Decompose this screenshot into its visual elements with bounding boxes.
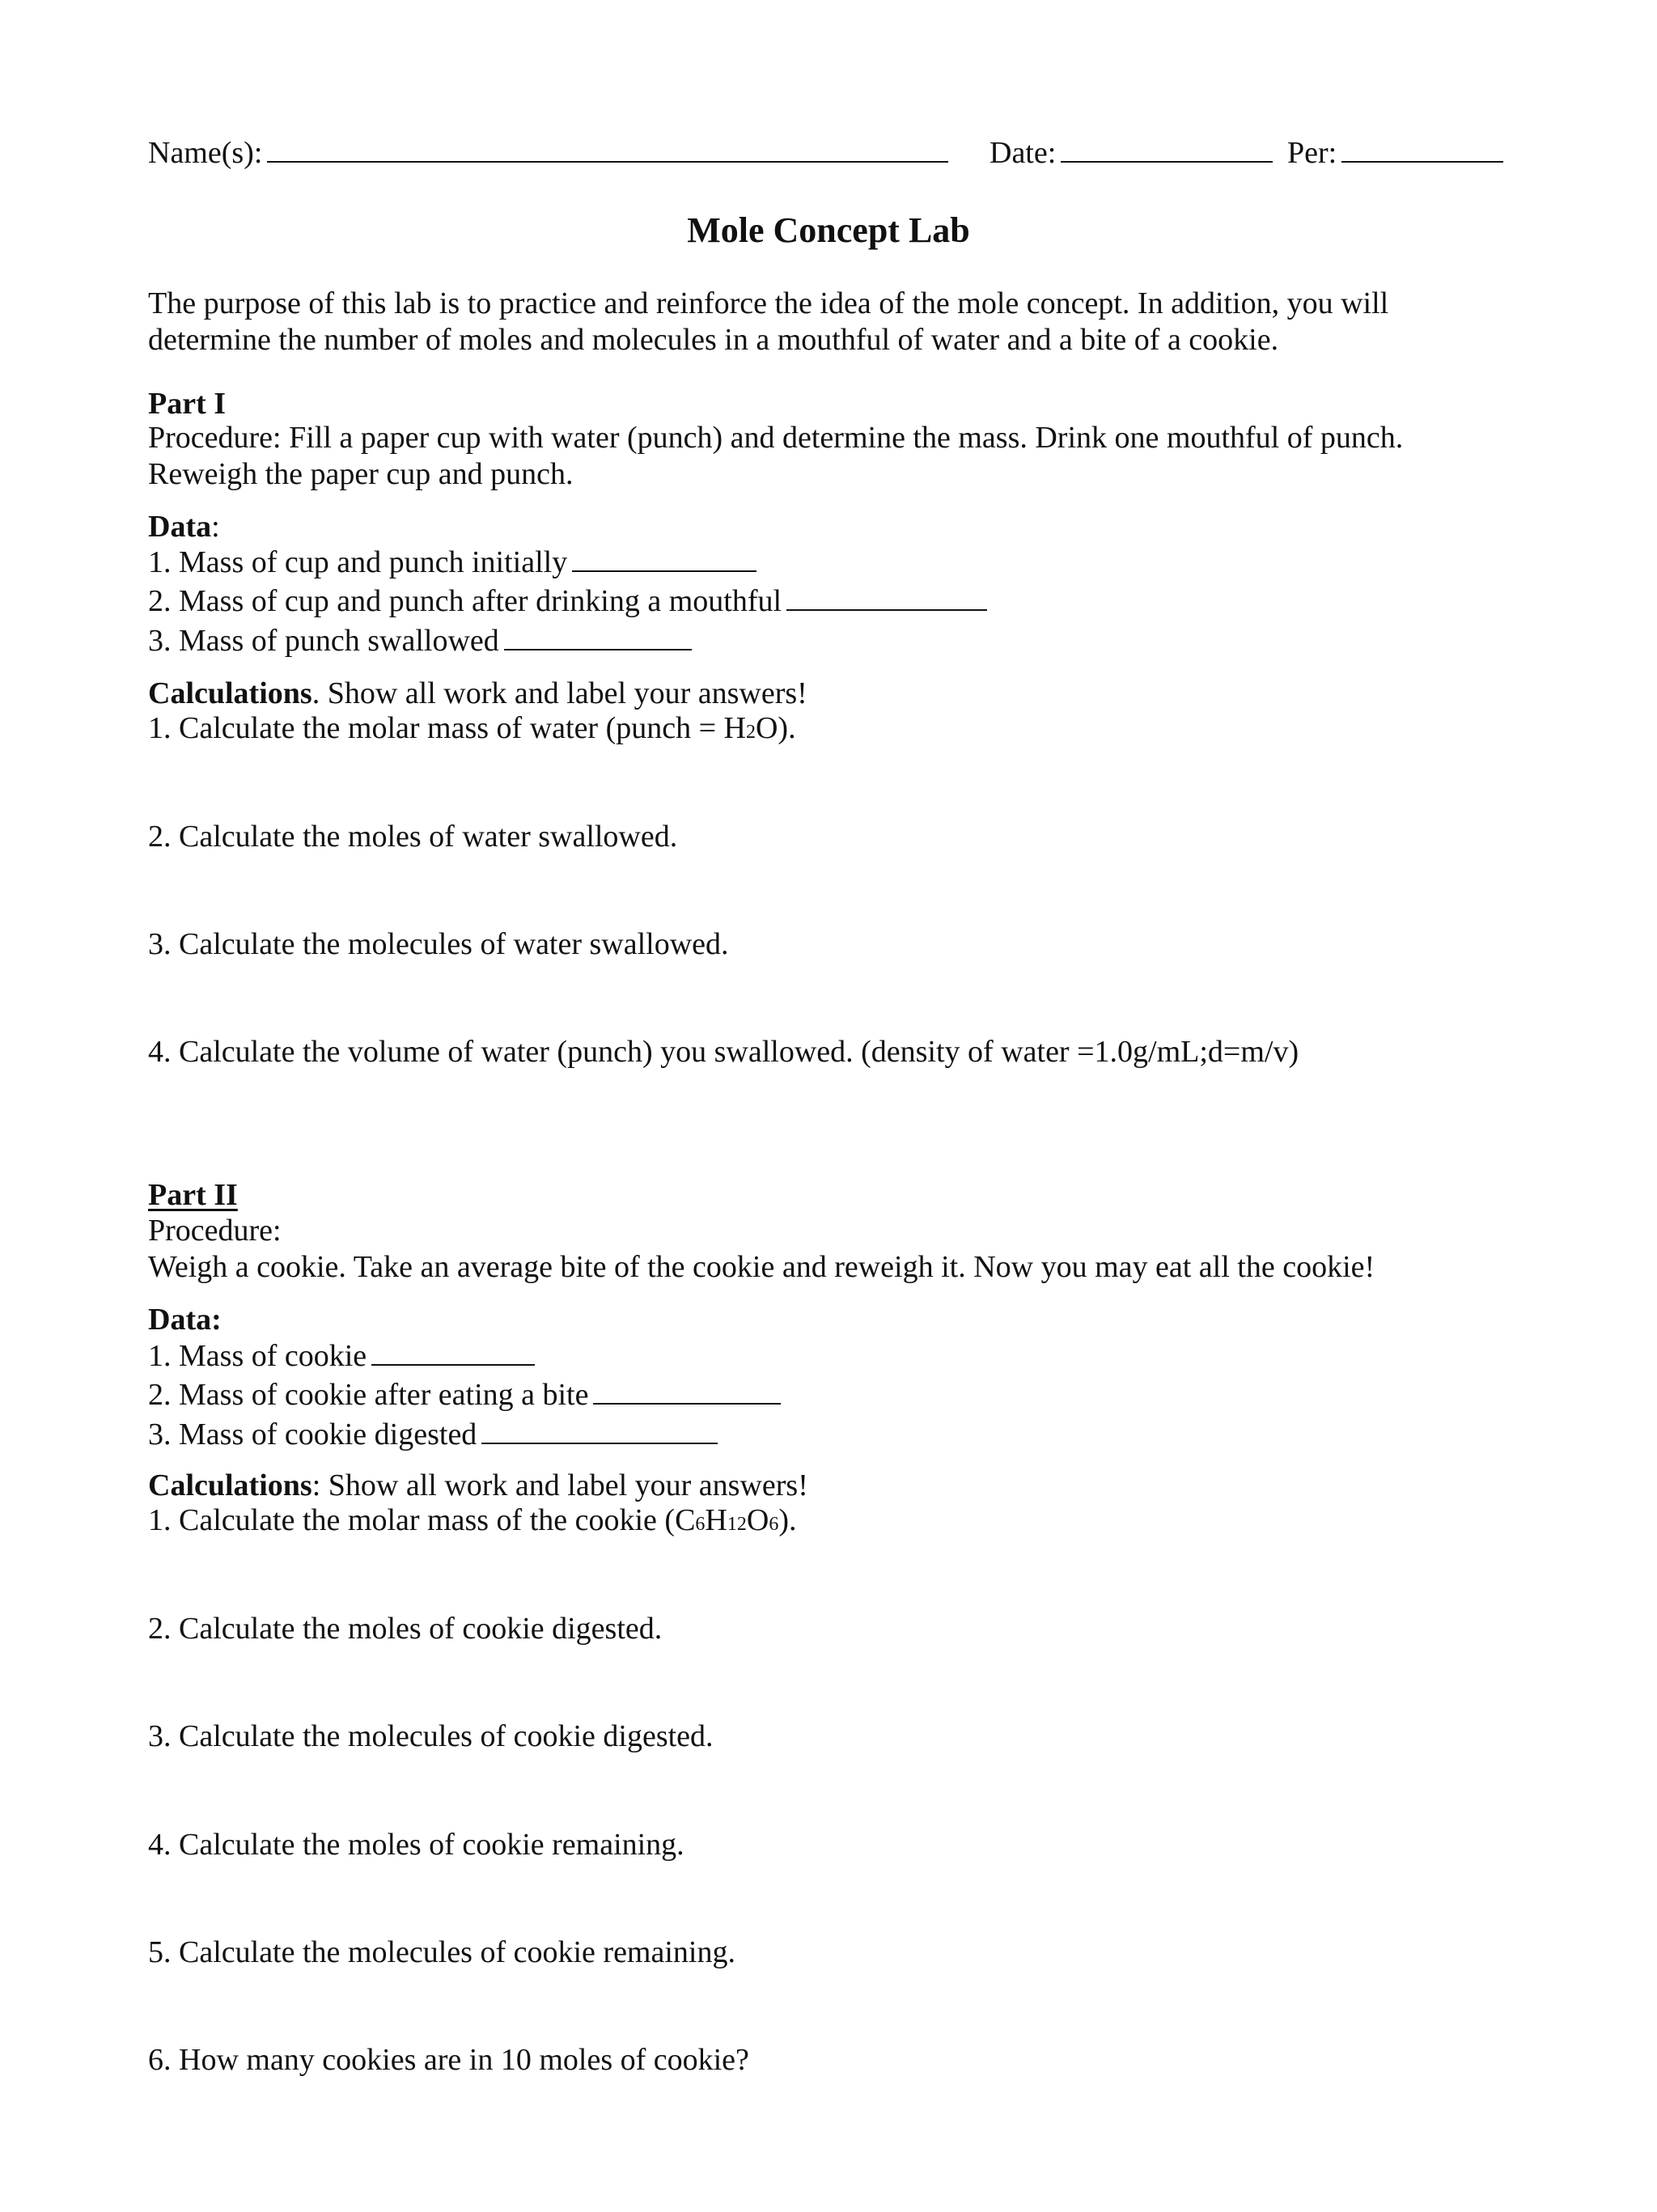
- period-field[interactable]: [1287, 134, 1503, 172]
- part2-data-item-1[interactable]: [148, 1337, 535, 1375]
- part2-calc-6: 6. How many cookies are in 10 moles of cookie?: [148, 2043, 749, 2077]
- name-blank[interactable]: [267, 135, 948, 163]
- part2-calc-4: 4. Calculate the moles of cookie remaining.: [148, 1828, 684, 1862]
- part1-heading-text: Part I: [148, 387, 227, 421]
- part1-data-item-1-label: 1. Mass of cup and punch initially: [148, 545, 568, 579]
- part1-data-item-1-blank[interactable]: [572, 545, 756, 572]
- part2-data-item-3[interactable]: [148, 1416, 718, 1454]
- part2-calc-1-subscript-h: 12: [727, 1514, 747, 1535]
- part1-calc-3: 3. Calculate the molecules of water swallowed.: [148, 927, 729, 961]
- part2-calc-1-oxygen: O: [746, 1503, 769, 1537]
- period-label: Per:: [1287, 136, 1337, 170]
- part1-calc-2: 2. Calculate the moles of water swallowed.: [148, 820, 678, 854]
- date-blank[interactable]: [1061, 135, 1273, 163]
- part2-calc-1-text: 1. Calculate the molar mass of the cookie (C: [148, 1503, 696, 1537]
- part1-calc-heading-text: Calculations: [148, 676, 312, 710]
- part1-procedure-line-2: Reweigh the paper cup and punch.: [148, 457, 574, 491]
- part2-heading: [148, 1176, 238, 1214]
- part2-data-item-1-label: 1. Mass of cookie: [148, 1339, 367, 1373]
- part2-calc-1-subscript-c: 6: [695, 1514, 706, 1535]
- part2-calc-2: 2. Calculate the moles of cookie digested.: [148, 1612, 663, 1646]
- part1-calc-1-end: O).: [755, 711, 796, 745]
- part1-heading: [148, 385, 226, 423]
- part1-data-item-2-label: 2. Mass of cup and punch after drinking a mouthful: [148, 584, 782, 618]
- part2-calc-5: 5. Calculate the molecules of cookie remaining.: [148, 1935, 735, 1969]
- part2-calc-3: 3. Calculate the molecules of cookie digested.: [148, 1719, 714, 1753]
- part2-calc-1-subscript-o: 6: [769, 1514, 779, 1535]
- period-blank[interactable]: [1341, 135, 1503, 163]
- part2-data-item-2-label: 2. Mass of cookie after eating a bite: [148, 1378, 589, 1412]
- name-field[interactable]: [148, 134, 948, 172]
- part1-data-item-2-blank[interactable]: [786, 583, 987, 611]
- part2-data-item-2[interactable]: [148, 1376, 781, 1414]
- part2-calc-1-end: ).: [778, 1503, 797, 1537]
- part2-calc-1-hydrogen: H: [705, 1503, 727, 1537]
- part2-calc-intro: : Show all work and label your answers!: [311, 1468, 808, 1502]
- part2-data-heading-text: Data:: [148, 1303, 222, 1337]
- part1-data-item-3-label: 3. Mass of punch swallowed: [148, 624, 499, 658]
- part2-calc-heading-text: Calculations: [148, 1468, 312, 1502]
- part2-data-item-1-blank[interactable]: [371, 1338, 535, 1366]
- part2-data-heading: [148, 1301, 222, 1339]
- part2-data-item-3-blank[interactable]: [481, 1417, 718, 1444]
- part1-data-item-2[interactable]: [148, 583, 987, 621]
- part1-data-heading-text: Data: [148, 510, 212, 544]
- part1-calc-heading: [148, 675, 807, 713]
- page-title: Mole Concept Lab: [687, 210, 970, 250]
- part1-calc-4: 4. Calculate the volume of water (punch) you swallowed. (density of water =1.0g/mL;d=m/v): [148, 1035, 1299, 1069]
- part1-procedure-line-1: Procedure: Fill a paper cup with water (punch) and determine the mass. Drink one mouthful of punch.: [148, 421, 1404, 455]
- part1-calc-1-text: 1. Calculate the molar mass of water (punch = H: [148, 711, 746, 745]
- date-label: Date:: [990, 136, 1057, 170]
- part2-heading-text: Part II: [148, 1178, 238, 1212]
- part1-data-item-1[interactable]: [148, 544, 756, 582]
- part2-calc-1: [148, 1502, 796, 1544]
- part2-procedure-label: Procedure:: [148, 1214, 282, 1248]
- part2-data-item-2-blank[interactable]: [593, 1377, 781, 1405]
- part1-calc-1-subscript: 2: [745, 722, 756, 743]
- intro-line-2: determine the number of moles and molecules in a mouthful of water and a bite of a cookie.: [148, 323, 1279, 357]
- part2-calc-heading: [148, 1467, 808, 1505]
- part1-calc-1: [148, 710, 796, 752]
- part1-calc-intro: . Show all work and label your answers!: [311, 676, 807, 710]
- part2-data-item-3-label: 3. Mass of cookie digested: [148, 1417, 477, 1451]
- intro-line-1: The purpose of this lab is to practice and reinforce the idea of the mole concept. In addition, you will: [148, 286, 1389, 320]
- part1-data-item-3[interactable]: [148, 622, 692, 660]
- name-label: Name(s):: [148, 136, 263, 170]
- part2-procedure-text: Weigh a cookie. Take an average bite of the cookie and reweigh it. Now you may eat all the cookie!: [148, 1250, 1375, 1284]
- date-field[interactable]: [990, 134, 1273, 172]
- part1-data-heading: [148, 508, 220, 546]
- part1-data-colon: :: [211, 510, 220, 544]
- part1-data-item-3-blank[interactable]: [504, 623, 692, 650]
